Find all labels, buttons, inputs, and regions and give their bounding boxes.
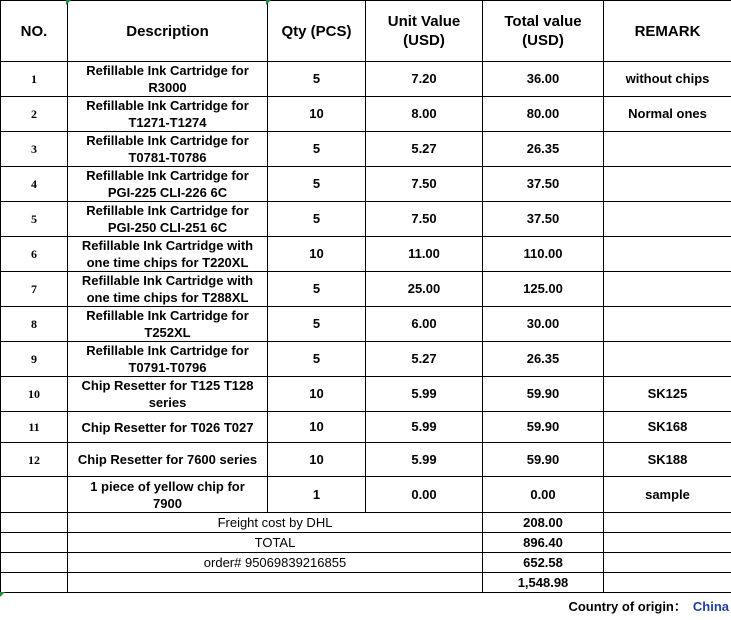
item-description-line1: Chip Resetter for T026 T027	[81, 419, 254, 435]
item-description-line1: Refillable Ink Cartridge for	[86, 98, 249, 113]
item-total-value: 59.90	[483, 443, 604, 477]
header-total-value	[483, 1, 604, 62]
item-row	[1, 97, 731, 132]
summary-remark-blank	[604, 513, 731, 533]
summary-label: order# 95069839216855	[68, 553, 483, 573]
item-qty: 10	[268, 412, 366, 443]
item-row	[1, 132, 731, 167]
item-unit-value: 7.20	[366, 62, 483, 97]
item-row	[1, 412, 731, 443]
summary-value: 208.00	[483, 513, 604, 533]
item-description	[68, 377, 268, 412]
summary-value: 652.58	[483, 553, 604, 573]
item-total-value: 0.00	[483, 477, 604, 513]
item-description	[68, 443, 268, 477]
item-qty: 10	[268, 97, 366, 132]
summary-remark-blank	[604, 553, 731, 573]
item-row	[1, 272, 731, 307]
header-total-value-line1: Total value	[504, 13, 582, 30]
item-description-line1: Chip Resetter for T125 T128	[81, 378, 254, 393]
item-description-line2: PGI-225 CLI-226 6C	[107, 185, 228, 200]
item-no: 5	[1, 202, 68, 237]
item-total-value: 125.00	[483, 272, 604, 307]
summary-blank	[1, 513, 68, 533]
item-description-line2: series	[148, 395, 187, 410]
item-unit-value: 11.00	[366, 237, 483, 272]
item-row	[1, 167, 731, 202]
item-qty: 10	[268, 237, 366, 272]
item-no: 3	[1, 132, 68, 167]
item-no: 7	[1, 272, 68, 307]
item-description	[68, 342, 268, 377]
item-total-value: 30.00	[483, 307, 604, 342]
item-unit-value: 5.27	[366, 342, 483, 377]
item-description	[68, 237, 268, 272]
item-qty: 5	[268, 132, 366, 167]
item-description	[68, 412, 268, 443]
cell-corner-marker	[0, 592, 5, 597]
item-unit-value: 5.27	[366, 132, 483, 167]
item-no: 1	[1, 62, 68, 97]
summary-label	[68, 573, 483, 593]
item-qty: 5	[268, 342, 366, 377]
item-description	[68, 477, 268, 513]
summary-row	[1, 513, 731, 533]
item-description-line2: T0791-T0796	[128, 360, 207, 375]
item-description-line1: Refillable Ink Cartridge with	[81, 238, 254, 253]
item-description-line2: T1271-T1274	[128, 115, 207, 130]
item-unit-value: 5.99	[366, 377, 483, 412]
item-remark: without chips	[604, 62, 731, 97]
summary-blank	[1, 533, 68, 553]
item-total-value: 26.35	[483, 342, 604, 377]
item-description-line2: T252XL	[144, 325, 191, 340]
summary-value: 1,548.98	[483, 573, 604, 593]
item-row	[1, 202, 731, 237]
item-description	[68, 202, 268, 237]
item-qty: 5	[268, 307, 366, 342]
item-row	[1, 307, 731, 342]
item-remark: sample	[604, 477, 731, 513]
item-remark	[604, 272, 731, 307]
item-qty: 5	[268, 202, 366, 237]
item-row	[1, 377, 731, 412]
item-row	[1, 342, 731, 377]
item-unit-value: 7.50	[366, 202, 483, 237]
header-row	[1, 1, 731, 62]
item-no: 2	[1, 97, 68, 132]
item-description-line2: 7900	[153, 495, 182, 511]
item-description-line1: Refillable Ink Cartridge for	[86, 168, 249, 183]
item-remark	[604, 167, 731, 202]
item-total-value: 26.35	[483, 132, 604, 167]
summary-row	[1, 553, 731, 573]
item-unit-value: 8.00	[366, 97, 483, 132]
item-remark	[604, 237, 731, 272]
item-no: 4	[1, 167, 68, 202]
item-unit-value: 5.99	[366, 412, 483, 443]
item-description-line2: one time chips for T220XL	[86, 255, 249, 270]
summary-remark-blank	[604, 573, 731, 593]
item-row	[1, 62, 731, 97]
item-remark	[604, 307, 731, 342]
origin-label: Country of origin：	[568, 599, 687, 614]
summary-remark-blank	[604, 533, 731, 553]
item-remark: SK188	[604, 443, 731, 477]
item-description-line1: Refillable Ink Cartridge with	[81, 273, 254, 288]
summary-row	[1, 573, 731, 593]
item-row	[1, 477, 731, 513]
header-no: NO.	[1, 1, 68, 62]
item-description-line1: 1 piece of yellow chip for	[90, 478, 245, 494]
item-no: 6	[1, 237, 68, 272]
item-total-value: 37.50	[483, 167, 604, 202]
summary-blank	[1, 553, 68, 573]
summary-label: Freight cost by DHL	[68, 513, 483, 533]
item-unit-value: 25.00	[366, 272, 483, 307]
item-total-value: 36.00	[483, 62, 604, 97]
item-remark	[604, 202, 731, 237]
item-qty: 1	[268, 477, 366, 513]
item-qty: 5	[268, 167, 366, 202]
item-total-value: 59.90	[483, 377, 604, 412]
item-description-line1: Refillable Ink Cartridge for	[86, 203, 249, 218]
item-qty: 10	[268, 443, 366, 477]
item-description-line2: R3000	[148, 80, 187, 95]
item-no: 11	[1, 412, 68, 443]
item-remark: SK125	[604, 377, 731, 412]
item-no: 10	[1, 377, 68, 412]
header-unit-value-line1: Unit Value	[387, 13, 461, 30]
cell-corner-marker	[66, 0, 71, 5]
summary-blank	[1, 573, 68, 593]
header-unit-value-line2: (USD)	[403, 32, 445, 49]
item-no: 12	[1, 443, 68, 477]
item-total-value: 59.90	[483, 412, 604, 443]
item-description	[68, 167, 268, 202]
item-description-line2: one time chips for T288XL	[86, 290, 249, 305]
item-description	[68, 272, 268, 307]
item-description-line1: Refillable Ink Cartridge for	[86, 63, 249, 78]
item-qty: 10	[268, 377, 366, 412]
summary-row	[1, 533, 731, 553]
item-no: 8	[1, 307, 68, 342]
item-qty: 5	[268, 272, 366, 307]
summary-value: 896.40	[483, 533, 604, 553]
item-unit-value: 6.00	[366, 307, 483, 342]
item-unit-value: 7.50	[366, 167, 483, 202]
item-unit-value: 0.00	[366, 477, 483, 513]
item-remark	[604, 342, 731, 377]
header-total-value-line2: (USD)	[522, 32, 564, 49]
item-description-line1: Refillable Ink Cartridge for	[86, 343, 249, 358]
item-total-value: 37.50	[483, 202, 604, 237]
item-total-value: 110.00	[483, 237, 604, 272]
item-remark: Normal ones	[604, 97, 731, 132]
item-remark	[604, 132, 731, 167]
header-description: Description	[68, 1, 268, 62]
country-of-origin	[568, 596, 729, 618]
cell-corner-marker	[266, 0, 271, 5]
header-qty: Qty (PCS)	[268, 1, 366, 62]
item-no	[1, 477, 68, 513]
item-description-line2: PGI-250 CLI-251 6C	[107, 220, 228, 235]
origin-value: China	[692, 599, 729, 614]
item-description	[68, 307, 268, 342]
item-row	[1, 443, 731, 477]
header-unit-value	[366, 1, 483, 62]
item-description-line1: Refillable Ink Cartridge for	[86, 308, 249, 323]
item-description-line1: Chip Resetter for 7600 series	[77, 452, 258, 467]
item-remark: SK168	[604, 412, 731, 443]
summary-label: TOTAL	[68, 533, 483, 553]
item-unit-value: 5.99	[366, 443, 483, 477]
item-description-line1: Refillable Ink Cartridge for	[86, 133, 249, 148]
item-row	[1, 237, 731, 272]
item-total-value: 80.00	[483, 97, 604, 132]
item-qty: 5	[268, 62, 366, 97]
item-description	[68, 62, 268, 97]
item-description	[68, 132, 268, 167]
item-description-line2: T0781-T0786	[128, 150, 207, 165]
item-description	[68, 97, 268, 132]
item-no: 9	[1, 342, 68, 377]
header-remark: REMARK	[604, 1, 731, 62]
